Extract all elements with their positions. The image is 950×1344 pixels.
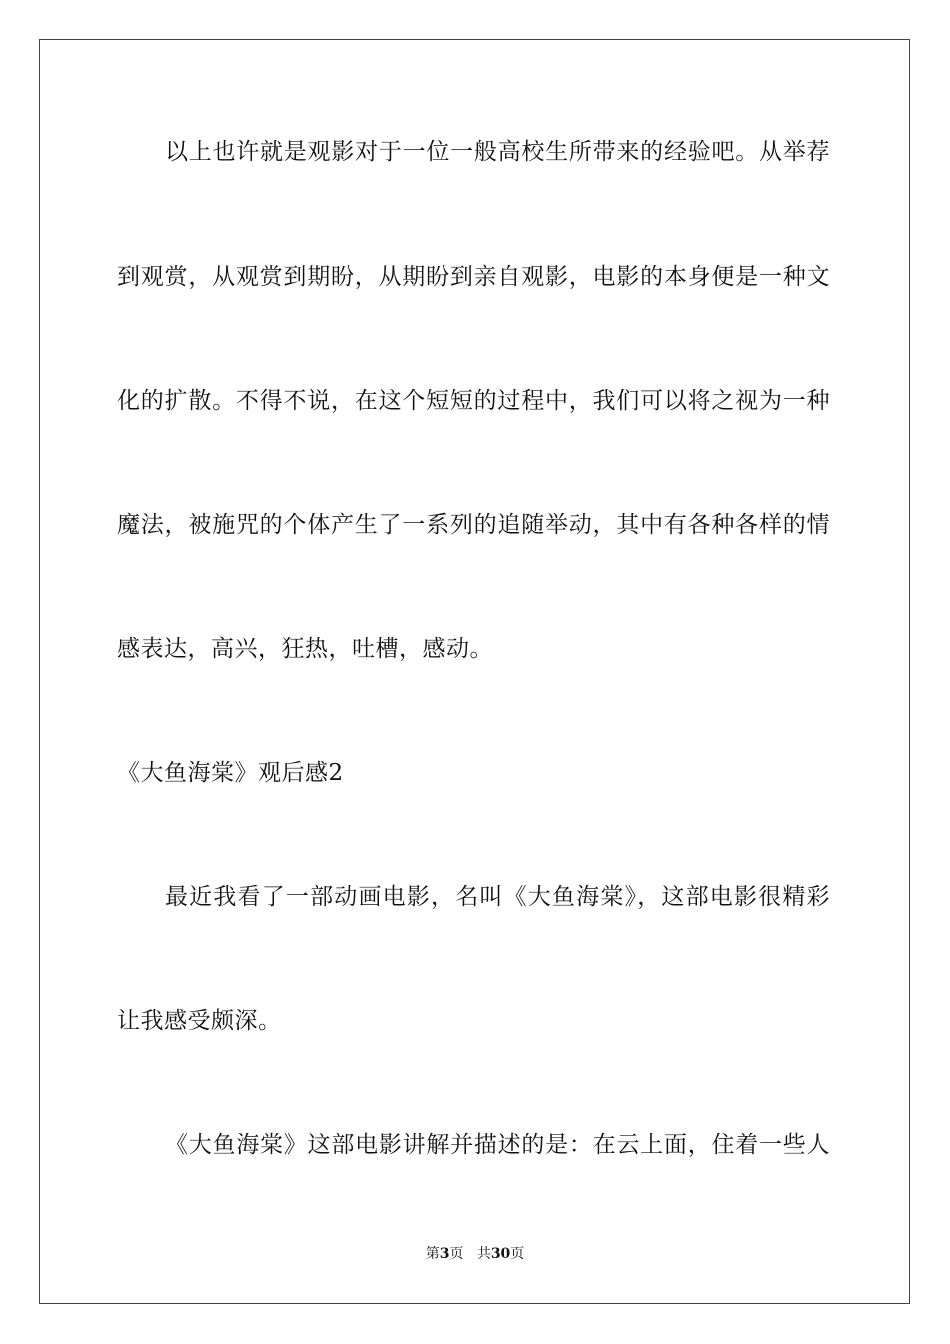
paragraph-line-1: 以上也许就是观影对于一位一般高校生所带来的经验吧。从举荐	[165, 139, 830, 165]
footer-total-pages: 30	[490, 1246, 511, 1262]
footer-page-number: 3	[439, 1246, 450, 1262]
page-border	[39, 39, 910, 1304]
paragraph-line-4: 魔法，被施咒的个体产生了一系列的追随举动，其中有各种各样的情	[117, 512, 830, 538]
footer-total-suffix: 页	[510, 1246, 525, 1262]
footer-total-prefix: 共	[476, 1246, 491, 1262]
paragraph-line-3: 化的扩散。不得不说，在这个短短的过程中，我们可以将之视为一种	[117, 388, 830, 414]
section-heading: 《大鱼海棠》观后感2	[117, 760, 344, 786]
page-footer	[0, 1244, 950, 1264]
paragraph-line-6: 最近我看了一部动画电影，名叫《大鱼海棠》，这部电影很精彩	[165, 884, 830, 910]
paragraph-line-8: 《大鱼海棠》这部电影讲解并描述的是：在云上面，住着一些人	[165, 1132, 830, 1158]
footer-page-suffix: 页	[449, 1246, 464, 1262]
paragraph-line-5: 感表达，高兴，狂热，吐槽，感动。	[117, 636, 493, 662]
footer-prefix: 第	[425, 1246, 440, 1262]
paragraph-line-2: 到观赏，从观赏到期盼，从期盼到亲自观影，电影的本身便是一种文	[117, 264, 830, 290]
paragraph-line-7: 让我感受颇深。	[117, 1008, 282, 1034]
